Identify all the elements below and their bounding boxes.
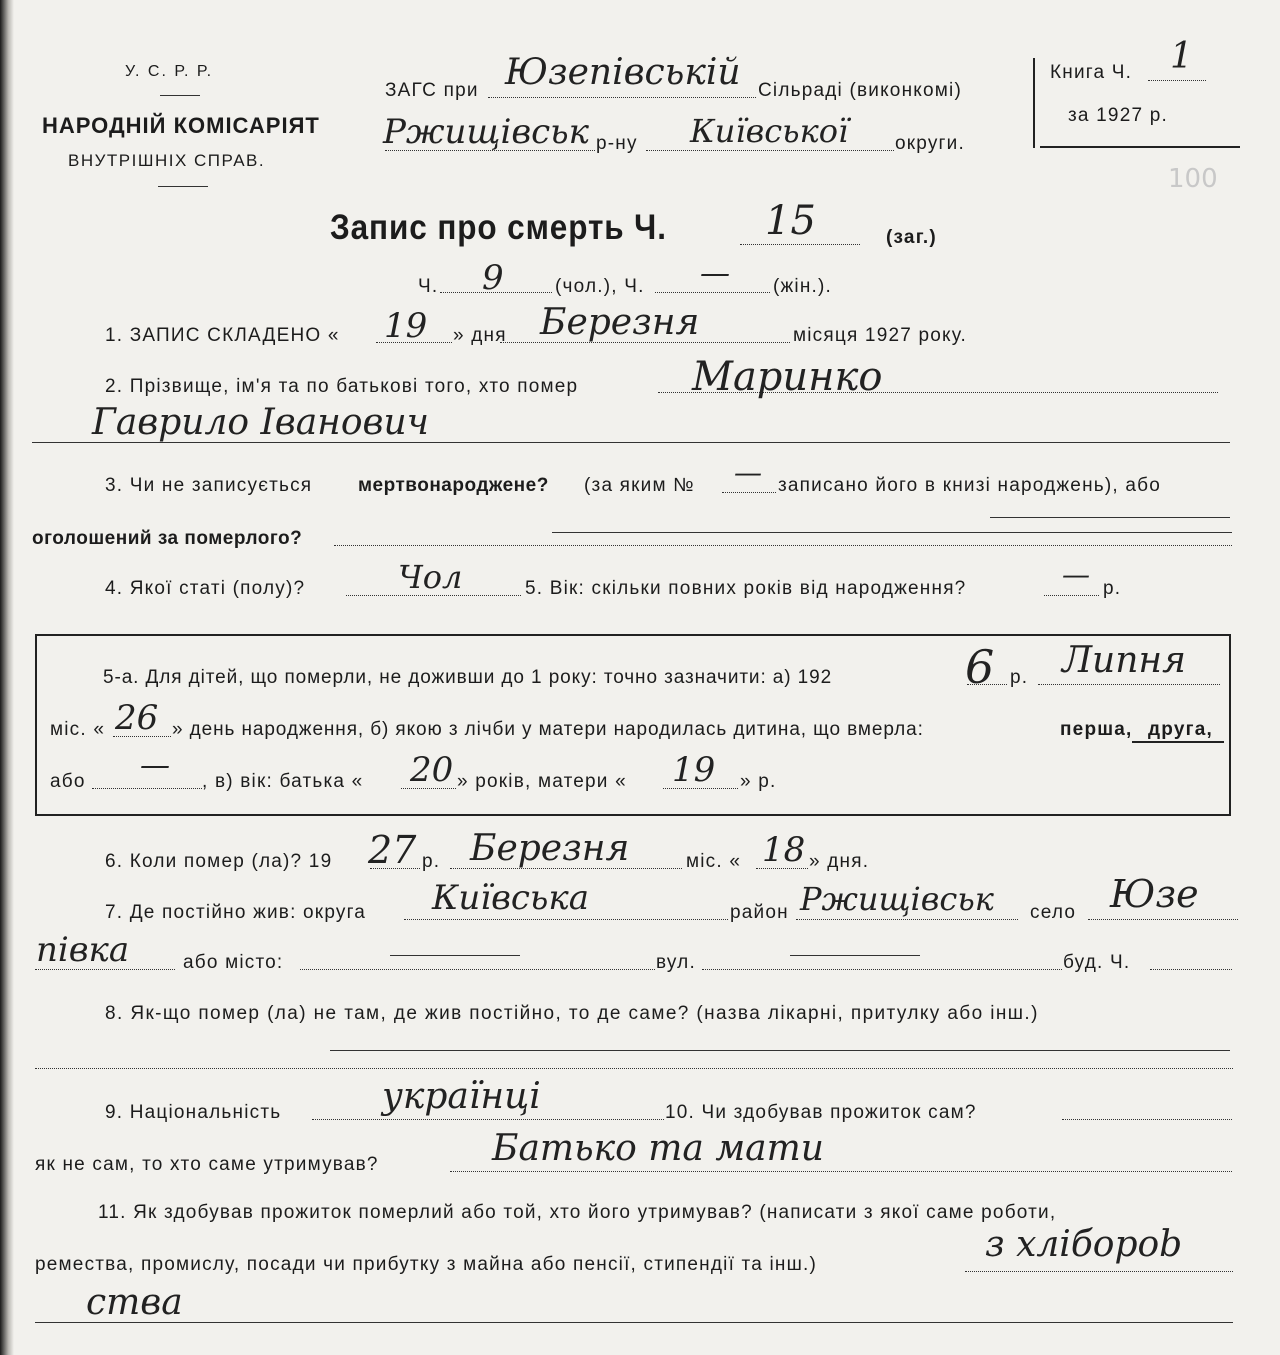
field8-stroke	[330, 1050, 1230, 1051]
field10-who-line	[450, 1171, 1232, 1172]
field7-okrug-line	[404, 919, 728, 920]
field11-label: 11. Як здобував прожиток померлий або той, хто його утримував? (написати з якої саме роботи,	[98, 1202, 1057, 1223]
first-option: перша,	[1060, 719, 1133, 740]
field7-building-label: буд. Ч.	[1063, 952, 1131, 973]
father-age: 20	[410, 750, 454, 790]
total-label: (заг.)	[886, 227, 937, 248]
book-label: Книга Ч.	[1050, 62, 1133, 83]
internal-affairs-label: ВНУТРІШНІХ СПРАВ.	[68, 151, 266, 170]
birth-day: 26	[115, 698, 159, 738]
field11-line2	[35, 1322, 1233, 1323]
birth-year-digit: 6	[965, 640, 995, 694]
field7-street-dash	[790, 955, 920, 956]
birth-month: Липня	[1062, 640, 1186, 681]
field5a-mother-label: » років, матери «	[457, 771, 627, 792]
residence-village-part1: Юзе	[1110, 872, 1199, 916]
field7-city-line	[300, 969, 655, 970]
field1-label: 1. ЗАПИС СКЛАДЕНО «	[105, 325, 340, 346]
book-year: за 1927 р.	[1068, 105, 1168, 126]
book-box-left	[1033, 58, 1035, 148]
field8-line	[35, 1068, 1233, 1069]
field7-label: 7. Де постійно жив: округа	[105, 902, 367, 923]
residence-rayon: Ржищівськ	[800, 880, 994, 918]
record-number: 15	[765, 198, 816, 244]
field5-line	[1044, 595, 1099, 596]
field7-rayon-label: район	[730, 902, 789, 923]
mother-age: 19	[672, 750, 716, 790]
ussr-label: У. С. Р. Р.	[125, 63, 214, 80]
village-line	[488, 97, 756, 98]
field3-stroke	[990, 517, 1230, 518]
field1-day-label: » дня	[453, 325, 507, 346]
district-value: Ржищівськ	[383, 112, 589, 152]
residence-okrug: Київська	[432, 878, 590, 918]
zags-village-value: Юзепівській	[505, 52, 741, 93]
field6-end: » дня.	[809, 851, 870, 872]
field1-month: Березня	[540, 302, 700, 343]
field5a-other-label: або	[50, 771, 86, 792]
deceased-name: Гаврило Іванович	[92, 402, 430, 443]
field1-year-label: місяця 1927 року.	[793, 325, 968, 346]
record-title: Запис про смерть Ч.	[330, 208, 667, 247]
field5-label: 5. Вік: скільки повних років від народження?	[525, 578, 967, 599]
female-label: (жін.).	[773, 276, 833, 297]
deceased-surname: Маринко	[692, 354, 883, 400]
field11-line	[965, 1271, 1233, 1272]
field7-street-line	[702, 969, 1062, 970]
death-year: 27	[368, 828, 417, 872]
field5a-end: » р.	[740, 771, 777, 792]
field10-who-label: як не сам, то хто саме утримував?	[35, 1154, 379, 1175]
male-label: (чол.), Ч.	[555, 276, 645, 297]
supporter-value: Батько та мати	[492, 1128, 824, 1169]
field9-line	[312, 1119, 664, 1120]
record-no-line	[740, 244, 860, 245]
death-day: 18	[762, 830, 806, 870]
divider	[158, 186, 208, 187]
field3-label: 3. Чи не записується	[105, 475, 313, 496]
field5a-year-unit: р.	[1010, 667, 1029, 688]
field3-number: —	[734, 456, 762, 489]
field2-label: 2. Прізвище, ім'я та по батькові того, хто помер	[105, 376, 579, 397]
field7-building-line	[1150, 969, 1232, 970]
stillborn-label: мертвонароджене?	[358, 475, 549, 496]
okrug-line	[646, 150, 894, 151]
book-box-bottom	[1040, 146, 1240, 148]
field5a-month-line	[1038, 684, 1220, 685]
field6-year-unit: р.	[422, 851, 441, 872]
field3-number-label: (за яким №	[584, 475, 695, 496]
nationality-value: українці	[382, 1076, 541, 1117]
field7-city-dash	[390, 955, 520, 956]
second-option-underline	[1132, 741, 1224, 743]
field5a-order-label: » день народження, б) якою з лічби у матери народилась дитина, що вмерла:	[172, 719, 924, 740]
commissariat-label: НАРОДНІЙ КОМІСАРІЯТ	[42, 113, 320, 138]
field5-unit: р.	[1103, 578, 1122, 599]
field3-stroke	[552, 532, 1232, 533]
male-no-label: Ч.	[418, 276, 439, 297]
okrug-label: округи.	[895, 133, 965, 154]
field1-day: 19	[384, 306, 428, 346]
male-number: 9	[482, 258, 504, 298]
okrug-value: Київської	[690, 112, 849, 150]
field6-label: 6. Коли помер (ла)? 19	[105, 851, 333, 872]
sex-value: Чол	[398, 558, 463, 596]
death-month: Березня	[470, 828, 630, 869]
book-number: 1	[1170, 36, 1193, 77]
page-edge-shadow	[0, 0, 14, 1355]
livelihood-value: з хліборob	[985, 1224, 1183, 1265]
residence-village-part2: півка	[36, 930, 130, 970]
female-number: —	[700, 256, 730, 291]
selrada-label: Сільраді (виконкомі)	[758, 80, 962, 101]
field5a-father-label: , в) вік: батька «	[202, 771, 364, 792]
field5a-day-label: міс. «	[50, 719, 106, 740]
field3-number-line	[722, 492, 776, 493]
zags-label: ЗАГС при	[385, 80, 479, 101]
book-line	[1148, 80, 1206, 81]
female-no-line	[655, 292, 770, 293]
field8-label: 8. Як-що помер (ла) не там, де жив постійно, то де саме? (назва лікарні, притулку або інш.)	[105, 1003, 1039, 1024]
field9-label: 9. Національність	[105, 1102, 282, 1123]
second-option: друга,	[1148, 719, 1213, 740]
field7-street-label: вул.	[656, 952, 696, 973]
divider	[160, 95, 200, 96]
field6-day-label: міс. «	[686, 851, 742, 872]
field10-label: 10. Чи здобував прожиток сам?	[665, 1102, 977, 1123]
field4-label: 4. Якої статі (полу)?	[105, 578, 306, 599]
field3-line	[334, 545, 1232, 546]
birth-order-other: —	[140, 748, 170, 783]
field3-label-b: записано його в книзі народжень), або	[778, 475, 1161, 496]
field7-city-label: або місто:	[183, 952, 284, 973]
age-value: —	[1062, 558, 1090, 591]
field7-village-line	[1088, 919, 1238, 920]
district-label: р-ну	[596, 133, 638, 154]
field11-label-b: ремества, промислу, посади чи прибутку з майна або пенсії, стипендії та інш.)	[35, 1254, 818, 1275]
field5a-label: 5-а. Для дітей, що померли, не доживши до 1 року: точно зазначити: а) 192	[103, 667, 833, 688]
field5a-other-line	[92, 788, 202, 789]
livelihood-value-cont: ства	[86, 1282, 183, 1323]
declared-dead-label: оголошений за померлого?	[32, 528, 303, 549]
field7-village-label: село	[1030, 902, 1077, 923]
field7-rayon-line	[796, 919, 1018, 920]
field10-line	[1062, 1119, 1232, 1120]
stamp-number: 100	[1168, 164, 1218, 194]
